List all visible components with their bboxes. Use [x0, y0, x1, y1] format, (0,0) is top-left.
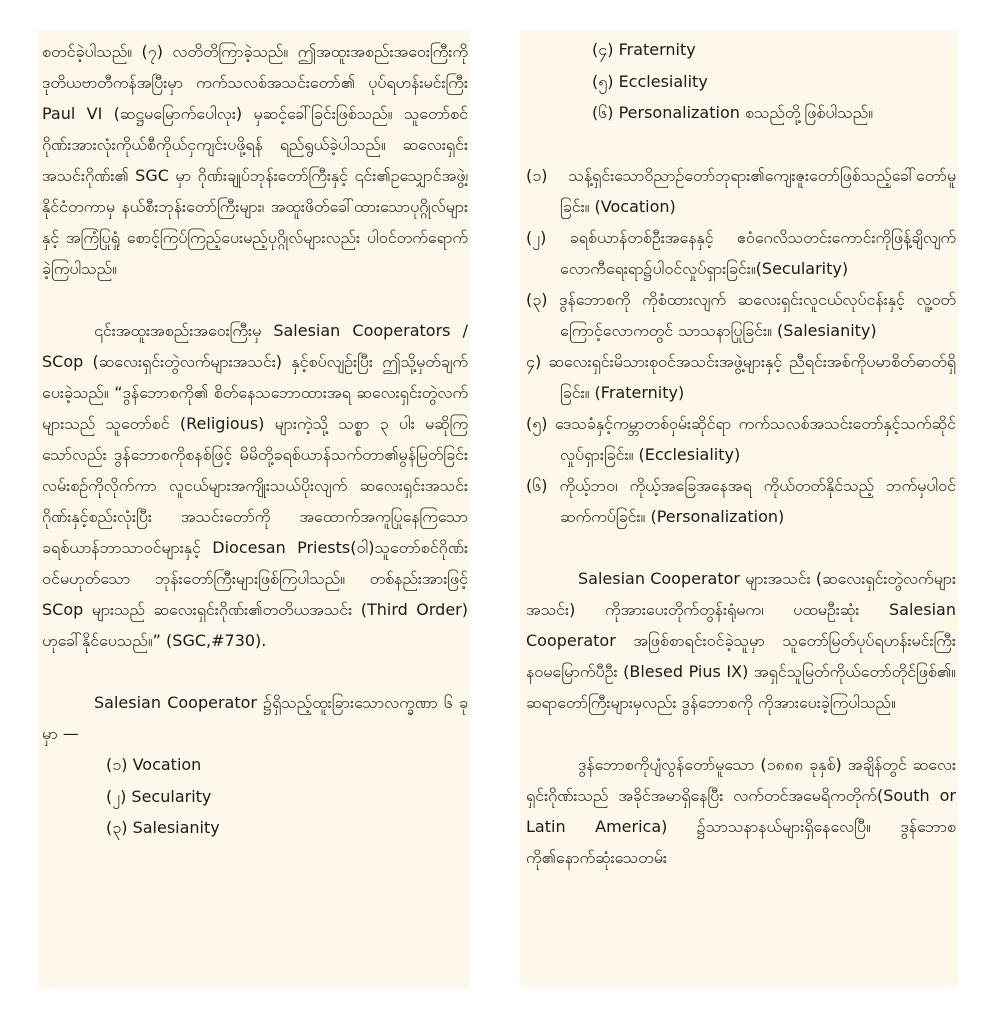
numbered-point: (၂) ခရစ်ယာန်တစ်ဦးအနေနှင့် ဧဝံဂေလိသတင်းကောင်းကိုဖြန့်ချိလျက် လောကီရေးရာ၌ပါဝင်လှုပ်ရှားခြင်း။(Secularity) — [526, 227, 956, 278]
list-item: (၂) Secularity — [106, 786, 212, 806]
numbered-point: (၅) ဒေသခံနှင့်ကမ္ဘာတစ်ဝှမ်းဆိုင်ရာ ကက်သလစ်အသင်းတော်နှင့်သက်ဆိုင်လှုပ်ရှားခြင်း။ (Ecclesiality) — [526, 413, 956, 464]
numbered-point: (၆) ကိုယ့်ဘဝ၊ ကိုယ့်အခြေအနေအရ ကိုယ်တတ်နိုင်သည့် ဘက်မှပါဝင်ဆက်ကပ်ခြင်း။ (Personalization) — [526, 475, 956, 526]
spacer — [526, 129, 956, 160]
spacer — [42, 656, 468, 687]
right-column — [520, 30, 958, 988]
numbered-point: ၄) ဆလေးရှင်းမိသားစုဝင်အသင်းအဖွဲ့များနှင့် ညီရင်းအစ်ကိုပမာစိတ်ဓာတ်ရှိခြင်း။ (Fraternity) — [526, 351, 956, 402]
spacer — [526, 532, 956, 563]
list-item: (၅) Ecclesiality — [592, 71, 708, 91]
list-item: (၆) Personalization စသည်တို့ဖြစ်ပါသည်။ — [592, 103, 874, 122]
right-paragraph-2: ဒွန်ဘောစကိုပျံလွန်တော်မူသော (၁၈၈၈ ခုနှစ်) အချိန်တွင် ဆလေးရှင်းဂိုဏ်းသည် အခိုင်အမာရှိနေပြီး လက်တင်အမေရိကတိုက်(South or Latin America) ၌သာသနာနယ်များရှိနေလေပြီ။ ဒွန်ဘောစကို၏နောက်ဆုံးသေတမ်း — [526, 754, 956, 867]
right-paragraph-1: Salesian Cooperator များအသင်း (ဆလေးရှင်းတွဲလက်များအသင်း) ကိုအားပေးတိုက်တွန်းရုံမက၊ ပထမဦးဆုံး Salesian Cooperator အဖြစ်စာရင်းဝင်ခဲ့သူမှာ သူတော်မြတ်ပုပ်ရဟန်းမင်းကြီးနဝမမြောက်ပီဦး (Blesed Pius IX) အရှင်သူမြတ်ကိုယ်တော်တိုင်ဖြစ်၏။ ဆရာတော်ကြီးများမှလည်း ဒွန်ဘောစကို ကိုအားပေးခဲ့ကြပါသည်။ — [526, 568, 956, 712]
spacer — [526, 718, 956, 749]
left-paragraph-3: Salesian Cooperator ၌ရှိသည့်ထူးခြားသောလက္ခဏာ ၆ ခုမှာ — — [42, 693, 468, 743]
left-paragraph-1: စတင်ခဲ့ပါသည်။ (၇) လတိတိကြာခဲ့သည်။ ဤအထူးအစည်းအဝေးကြီးကို ဒုတိယဗာတီကန်အပြီးမှာ ကက်သလစ်အသင်းတော်၏ ပုပ်ရဟန်းမင်းကြီး Paul VI (ဆဋ္ဌမမြောက်ပေါလုး) မှဆင့်ခေါ်ခြင်းဖြစ်သည်။ သူတော်စင်ဂိုဏ်းအားလုံးကိုယ်စီကိုယ်ငှကျင်းပဖို့ရန် ရည်ရွယ်ခဲ့ပါသည်။ ဆလေးရှင်းအသင်းဂိုဏ်း၏ SGC မှာ ဂိုဏ်းချုပ်ဘုန်းတော်ကြီးနှင့် ၎င်း၏ဥသျှောင်အဖွဲ့၊ နိုင်ငံတကာမှ နယ်စီးဘုန်းတော်ကြီးများ၊ အထူးဖိတ်ခေါ်ထားသောပုဂ္ဂိုလ်များနှင့် အကြံပြုရှုံ စောင့်ကြပ်ကြည့်ပေးမည့်ပုဂ္ဂိုလ်များလည်း ပါဝင်တက်ရောက်ခဲ့ကြပါသည်။ — [42, 42, 468, 278]
spacer — [42, 284, 468, 315]
left-column — [38, 30, 470, 988]
numbered-point: (၃) ဒွန်ဘောစကို ကိုစံထားလျက် ဆလေးရှင်းလူငယ်လုပ်ငန်းနှင့် လူ့ဝတ်ကြောင့်လောကတွင် သာသနာပြုခြင်း။ (Salesianity) — [526, 289, 956, 340]
list-item: (၃) Salesianity — [106, 818, 220, 837]
list-item: (၄) Fraternity — [592, 40, 696, 59]
list-item: (၁) Vocation — [106, 755, 202, 774]
numbered-point: (၁) သန့်ရှင်းသောဝိညာဉ်တော်ဘုရား၏ကျေးဇူးတော်ဖြစ်သည့်ခေါ်တော်မူခြင်း။ (Vocation) — [526, 165, 956, 216]
left-paragraph-2: ၎င်းအထူးအစည်းအဝေးကြီးမှ Salesian Cooperators / SCop (ဆလေးရှင်းတွဲလက်များအသင်း) နှင့်စပ်လျဉ်းပြီး ဤသို့မှတ်ချက်ပေးခဲ့သည်။ “ဒွန်ဘောစကို၏ စိတ်နေသဘောထားအရ ဆလေးရှင်းတွဲလက်များသည် သူတော်စင် (Religious) များကဲ့သို့ သစ္စာ ၃ ပါး မဆိုကြသော်လည်း ဒွန်ဘောစကိုစနစ်ဖြင့် မိမိတို့ခရစ်ယာန်သက်တာ၏မွန်မြတ်ခြင်းလမ်းစဉ်ကိုလိုက်ကာ လူငယ်များအကျိုးသယ်ပိုးလျက် ဆလေးရှင်းအသင်းဂိုဏ်းနှင့်စည်းလုံးပြီး အသင်းတော်ကို အထောက်အကူပြုနေကြသော ခရစ်ယာန်ဘာသာဝင်များနှင့် Diocesan Priests(ဝါ)သူတော်စင်ဂိုဏ်းဝင်မဟုတ်သော ဘုန်းတော်ကြီးများဖြစ်ကြပါသည်။ တစ်နည်းအားဖြင့် SCop များသည် ဆလေးရှင်းဂိုဏ်း၏တတိယအသင်း (Third Order) ဟုခေါ်နိုင်ပေသည်။” (SGC,#730). — [42, 321, 468, 650]
